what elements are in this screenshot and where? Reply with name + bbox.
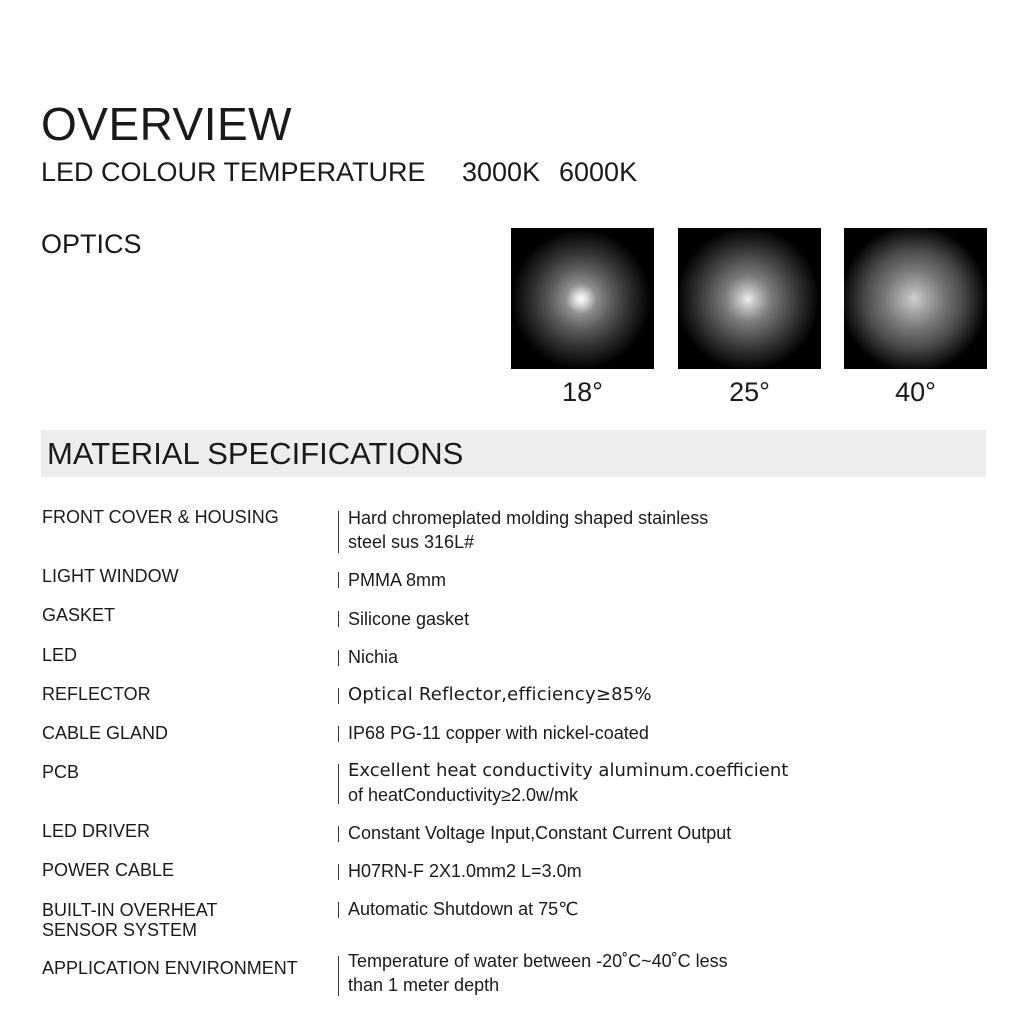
spec-divider: [338, 764, 339, 804]
optics-label: OPTICS: [41, 229, 142, 259]
spec-divider: [338, 650, 339, 666]
spec-value-front-cover-housing: [348, 506, 708, 554]
spec-value-light-window: PMMA 8mm: [348, 570, 447, 590]
beam-pattern-18-image: [511, 228, 654, 369]
spec-divider: [338, 572, 339, 588]
spec-divider: [338, 864, 339, 880]
spec-value-reflector: Optical Reflector,efficiency≥85%: [348, 684, 652, 705]
spec-label-application-environment: APPLICATION ENVIRONMENT: [42, 958, 298, 978]
spec-divider: [338, 826, 339, 842]
spec-value-line: Hard chromeplated molding shaped stainless: [348, 508, 709, 528]
spec-value-led-driver: Constant Voltage Input,Constant Current Output: [348, 823, 732, 843]
spec-divider: [338, 726, 339, 742]
led-colour-temperature-label: LED COLOUR TEMPERATURE: [41, 157, 426, 187]
beam-angle-label: 40°: [895, 377, 936, 407]
spec-value-application-environment: [348, 949, 728, 997]
page-title: OVERVIEW: [41, 97, 293, 150]
colour-temperature-value: 3000K: [462, 157, 541, 187]
beam-pattern-25-image: [678, 228, 821, 369]
beam-pattern-40-image: [844, 228, 987, 369]
spec-label-cable-gland: CABLE GLAND: [42, 723, 169, 743]
spec-label-pcb: PCB: [42, 762, 80, 782]
spec-divider: [338, 902, 339, 918]
spec-value-pcb: [348, 759, 788, 807]
spec-value-line: than 1 meter depth: [348, 975, 500, 995]
spec-label-overheat-sensor: [42, 900, 217, 940]
spec-label-led: LED: [42, 645, 78, 665]
spec-value-overheat-sensor: Automatic Shutdown at 75℃: [348, 899, 579, 919]
beam-angle-label: 18°: [562, 377, 603, 407]
spec-label-line: BUILT-IN OVERHEAT: [42, 900, 218, 920]
spec-label-front-cover-housing: FRONT COVER & HOUSING: [42, 507, 279, 527]
spec-label-gasket: GASKET: [42, 605, 116, 625]
spec-value-cable-gland: IP68 PG-11 copper with nickel-coated: [348, 723, 649, 743]
spec-divider: [338, 956, 339, 996]
spec-value-line: Excellent heat conductivity aluminum.coefficient: [348, 760, 789, 781]
spec-label-led-driver: LED DRIVER: [42, 821, 151, 841]
spec-value-line: steel sus 316L#: [348, 532, 475, 552]
colour-temperature-value: 6000K: [559, 157, 638, 187]
spec-value-gasket: Silicone gasket: [348, 609, 470, 629]
spec-divider: [338, 688, 339, 704]
spec-value-power-cable: H07RN-F 2X1.0mm2 L=3.0m: [348, 861, 582, 881]
spec-label-line: SENSOR SYSTEM: [42, 920, 198, 940]
material-specifications-title: MATERIAL SPECIFICATIONS: [47, 436, 464, 471]
spec-value-led: Nichia: [348, 647, 399, 667]
spec-value-line: Temperature of water between -20˚C~40˚C less: [348, 951, 728, 971]
spec-label-light-window: LIGHT WINDOW: [42, 566, 179, 586]
spec-label-power-cable: POWER CABLE: [42, 860, 175, 880]
spec-label-reflector: REFLECTOR: [42, 684, 151, 704]
beam-angle-label: 25°: [729, 377, 770, 407]
spec-divider: [338, 511, 339, 553]
spec-divider: [338, 611, 339, 627]
spec-value-line: of heatConductivity≥2.0w/mk: [348, 785, 578, 805]
